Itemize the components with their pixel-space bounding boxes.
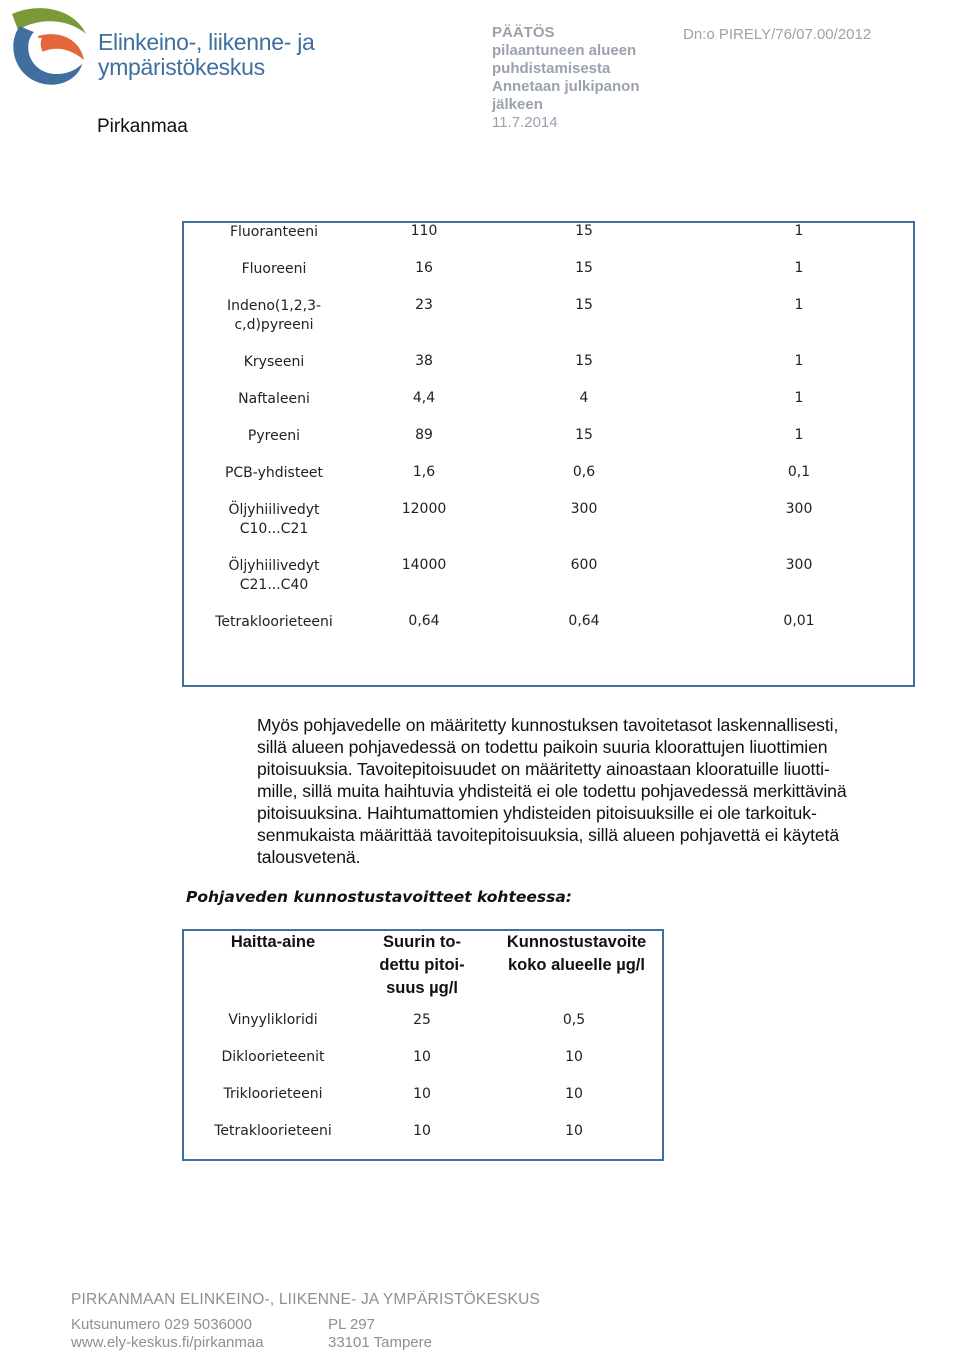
- value-cell: 15: [575, 427, 593, 443]
- value-cell: 15: [575, 223, 593, 239]
- value-cell: 1: [794, 427, 804, 443]
- max-concentration: 10: [413, 1049, 431, 1065]
- value-cell: 1: [794, 353, 804, 369]
- org-name-line2: ympäristökeskus: [98, 54, 265, 80]
- value-cell: 0,01: [783, 613, 815, 629]
- substance-name: PCB-yhdisteet: [224, 465, 324, 481]
- substance-name: Naftaleeni: [238, 391, 310, 407]
- substance-name: Fluoreeni: [241, 261, 307, 277]
- value-cell: 1: [794, 390, 804, 406]
- paragraph-line: mille, sillä muita haihtuvia yhdisteitä ei ole todettu pohjavedessä merkittävinä: [257, 781, 847, 801]
- value-cell: 300: [785, 501, 813, 517]
- value-cell: 4: [579, 390, 589, 406]
- substance-name: Tetrakloorieteeni: [214, 1123, 332, 1139]
- footer-organization: PIRKANMAAN ELINKEINO-, LIIKENNE- JA YMPÄRISTÖKESKUS: [71, 1291, 541, 1308]
- decision-line: pilaantuneen alueen: [492, 42, 637, 59]
- footer-city: 33101 Tampere: [328, 1334, 432, 1351]
- substance-name: Trikloorieteeni: [223, 1086, 323, 1102]
- record-number: Dn:o PIRELY/76/07.00/2012: [683, 26, 872, 43]
- footer-po-box: PL 297: [328, 1316, 375, 1333]
- value-cell: 15: [575, 297, 593, 313]
- value-cell: 14000: [401, 557, 447, 573]
- value-cell: 0,64: [408, 613, 440, 629]
- value-cell: 89: [415, 427, 433, 443]
- value-cell: 23: [415, 297, 433, 313]
- value-cell: 110: [410, 223, 438, 239]
- max-concentration: 10: [413, 1086, 431, 1102]
- target-value: 10: [565, 1086, 583, 1102]
- paragraph-line: senmukaista määrittää tavoitepitoisuuksia, sillä alueen pohjavettä ei käytetä: [257, 825, 840, 845]
- value-cell: 300: [785, 557, 813, 573]
- limit-values-table: [182, 221, 915, 687]
- region-name: Pirkanmaa: [97, 116, 188, 137]
- org-name-line1: Elinkeino-, liikenne- ja: [98, 29, 315, 55]
- groundwater-paragraph: [257, 714, 917, 868]
- value-cell: 38: [415, 353, 433, 369]
- decision-line: Annetaan julkipanon: [492, 78, 640, 95]
- decision-block: [492, 24, 662, 132]
- substance-name: Indeno(1,2,3- c,d)pyreeni: [226, 298, 322, 333]
- section-subtitle: Pohjaveden kunnostustavoitteet kohteessa:: [186, 888, 572, 906]
- target-value: 10: [565, 1049, 583, 1065]
- footer-website-link[interactable]: www.ely-keskus.fi/pirkanmaa: [71, 1334, 264, 1351]
- substance-name: Öljyhiilivedyt C21...C40: [228, 558, 320, 593]
- column-header: Suurin to- dettu pitoi- suus µg/l: [379, 933, 465, 997]
- substance-name: Tetrakloorieteeni: [215, 614, 333, 630]
- substance-name: Fluoranteeni: [229, 224, 319, 240]
- substance-name: Pyreeni: [247, 428, 301, 444]
- organization-name: [98, 30, 315, 80]
- value-cell: 300: [570, 501, 598, 517]
- value-cell: 1: [794, 223, 804, 239]
- substance-name: Dikloorieteenit: [221, 1049, 325, 1065]
- paragraph-line: pitoisuuksia. Tavoitepitoisuudet on määritetty ainoastaan klooratuille liuotti-: [257, 759, 830, 779]
- target-value: 0,5: [562, 1012, 586, 1028]
- paragraph-line: Myös pohjavedelle on määritetty kunnostuksen tavoitetasot laskennallisesti,: [257, 715, 839, 735]
- value-cell: 1,6: [412, 464, 436, 480]
- decision-line: jälkeen: [492, 96, 543, 113]
- max-concentration: 10: [413, 1123, 431, 1139]
- value-cell: 1: [794, 260, 804, 276]
- groundwater-targets-table: [182, 929, 664, 1161]
- value-cell: 1: [794, 297, 804, 313]
- substance-name: Vinyylikloridi: [228, 1012, 318, 1028]
- paragraph-line: sillä alueen pohjavedessä on todettu paikoin suuria kloorattujen liuottimien: [257, 737, 828, 757]
- substance-name: Öljyhiilivedyt C10...C21: [228, 502, 320, 537]
- decision-title: PÄÄTÖS: [492, 24, 555, 41]
- column-header: Kunnostustavoite koko alueelle µg/l: [506, 933, 647, 974]
- substance-name: Kryseeni: [243, 354, 305, 370]
- value-cell: 0,6: [572, 464, 596, 480]
- value-cell: 15: [575, 260, 593, 276]
- value-cell: 0,1: [787, 464, 811, 480]
- footer-phone: Kutsunumero 029 5036000: [71, 1316, 252, 1333]
- paragraph-line: talousvetenä.: [257, 847, 361, 867]
- max-concentration: 25: [413, 1012, 431, 1028]
- ely-logo: [8, 4, 90, 88]
- decision-line: puhdistamisesta: [492, 60, 611, 77]
- value-cell: 4,4: [412, 390, 436, 406]
- value-cell: 15: [575, 353, 593, 369]
- target-value: 10: [565, 1123, 583, 1139]
- paragraph-line: pitoisuuksina. Haihtumattomien yhdisteiden pitoisuuksille ei ole tarkoituk-: [257, 803, 817, 823]
- value-cell: 16: [415, 260, 433, 276]
- value-cell: 0,64: [568, 613, 600, 629]
- value-cell: 12000: [401, 501, 447, 517]
- value-cell: 600: [570, 557, 598, 573]
- column-header: Haitta-aine: [230, 933, 316, 951]
- decision-date: 11.7.2014: [492, 114, 558, 131]
